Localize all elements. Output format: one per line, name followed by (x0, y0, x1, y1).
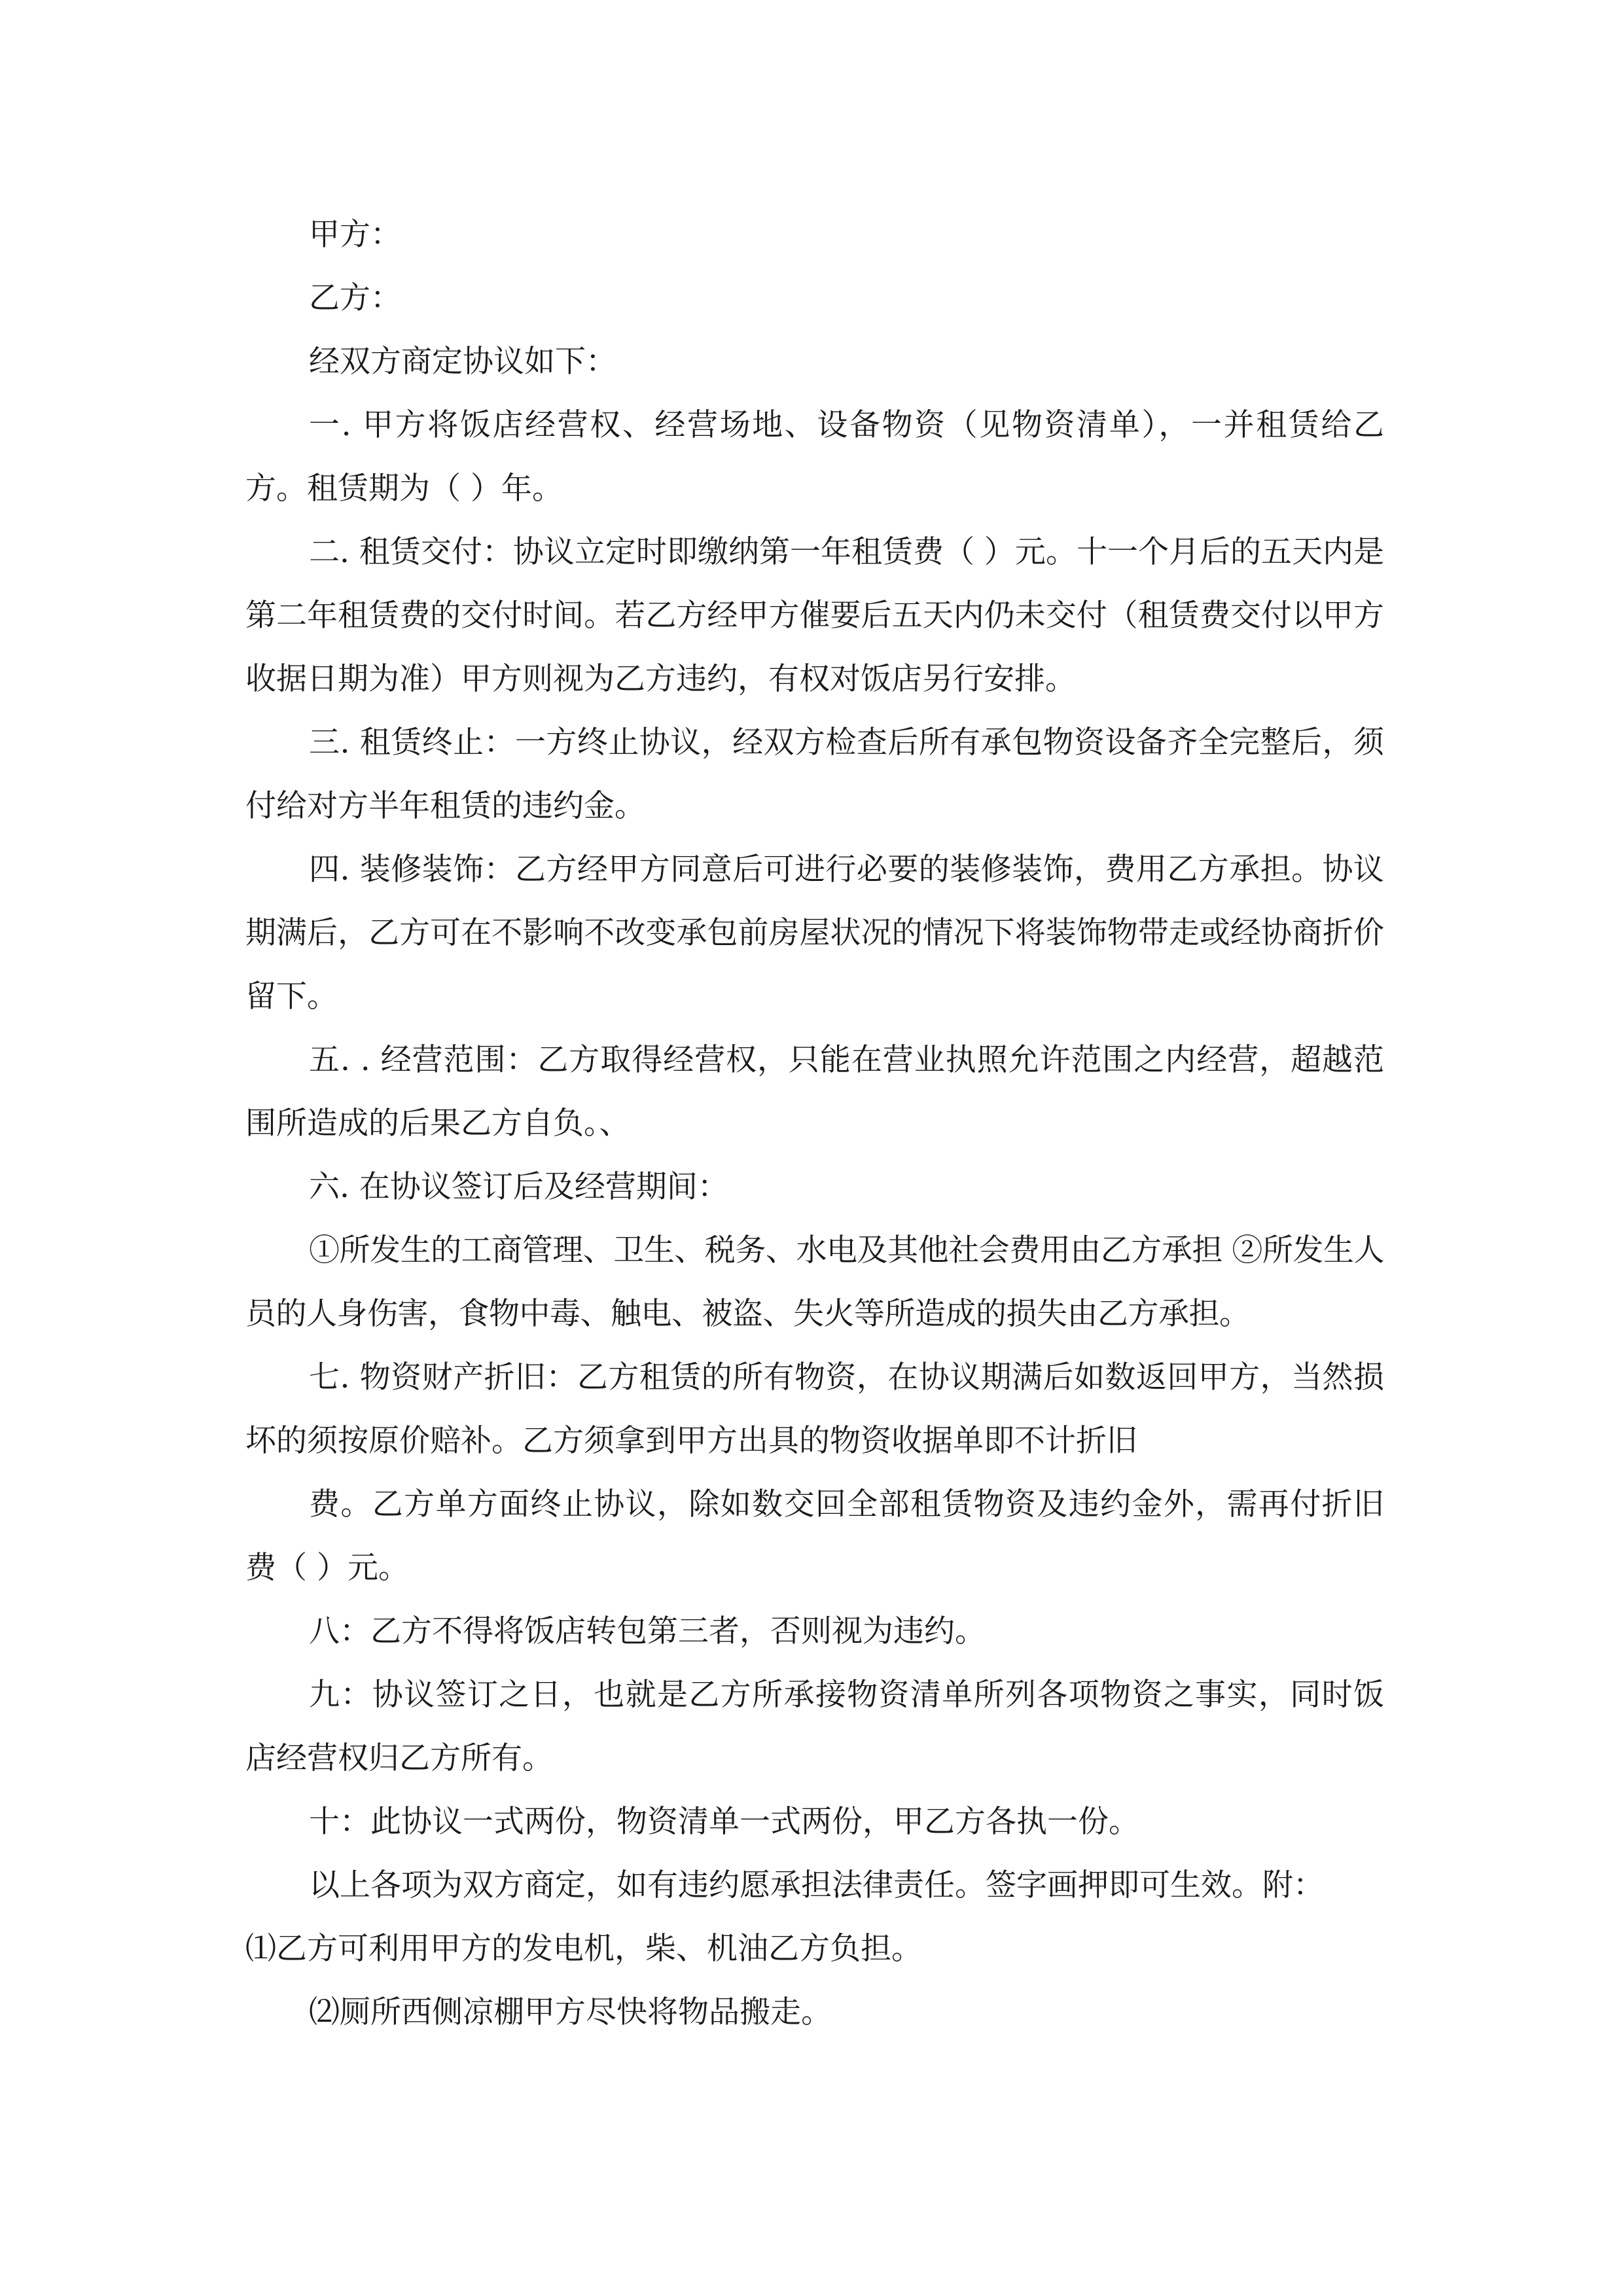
clause-6-detail: ①所发生的工商管理、卫生、税务、水电及其他社会费用由乙方承担 ②所发生人员的人身伤害，食物中毒、触电、被盗、失火等所造成的损失由乙方承担。 (245, 1232, 1384, 1332)
appendix-item-2: ⑵厕所西侧凉棚甲方尽快将物品搬走。 (309, 1994, 832, 2030)
clause-6: 六. 在协议签订后及经营期间： (309, 1169, 728, 1205)
clause-7-part-1: 七. 物资财产折旧：乙方租赁的所有物资，在协议期满后如数返回甲方，当然损坏的须按原价赔补。乙方须拿到甲方出具的物资收据单即不计折旧 (245, 1359, 1384, 1459)
clause-8: 八：乙方不得将饭店转包第三者，否则视为违约。 (309, 1613, 986, 1649)
closing-statement: 以上各项为双方商定，如有违约愿承担法律责任。签字画押即可生效。附： (309, 1867, 1324, 1903)
agreement-intro: 经双方商定协议如下： (309, 344, 616, 380)
party-b-line: 乙方： (309, 280, 401, 316)
clause-4: 四. 装修装饰：乙方经甲方同意后可进行必要的装修装饰，费用乙方承担。协议期满后，乙方可在不影响不改变承包前房屋状况的情况下将装饰物带走或经协商折价留下。 (245, 852, 1384, 1014)
appendix-item-1: ⑴乙方可利用甲方的发电机，柴、机油乙方负担。 (245, 1931, 922, 1967)
clause-7-part-2: 费。乙方单方面终止协议，除如数交回全部租赁物资及违约金外，需再付折旧费（ ）元。 (245, 1486, 1384, 1586)
clause-3: 三. 租赁终止：一方终止协议，经双方检查后所有承包物资设备齐全完整后，须付给对方半年租赁的违约金。 (245, 725, 1384, 824)
clause-2: 二. 租赁交付：协议立定时即缴纳第一年租赁费（ ）元。十一个月后的五天内是第二年租赁费的交付时间。若乙方经甲方催要后五天内仍未交付（租赁费交付以甲方收据日期为准）甲方则视为乙方违约，有权对饭店另行安排。 (245, 534, 1384, 697)
clause-10: 十：此协议一式两份，物资清单一式两份，甲乙方各执一份。 (309, 1804, 1139, 1840)
clause-1: 一. 甲方将饭店经营权、经营场地、设备物资（见物资清单），一并租赁给乙方。租赁期为（ ）年。 (245, 407, 1384, 507)
clause-9: 九：协议签订之日，也就是乙方所承接物资清单所列各项物资之事实，同时饭店经营权归乙方所有。 (245, 1677, 1384, 1776)
document-body (245, 203, 1384, 2044)
party-a-line: 甲方： (309, 217, 401, 253)
clause-5: 五. . 经营范围：乙方取得经营权，只能在营业执照允许范围之内经营，超越范围所造成的后果乙方自负。、 (245, 1042, 1384, 1141)
